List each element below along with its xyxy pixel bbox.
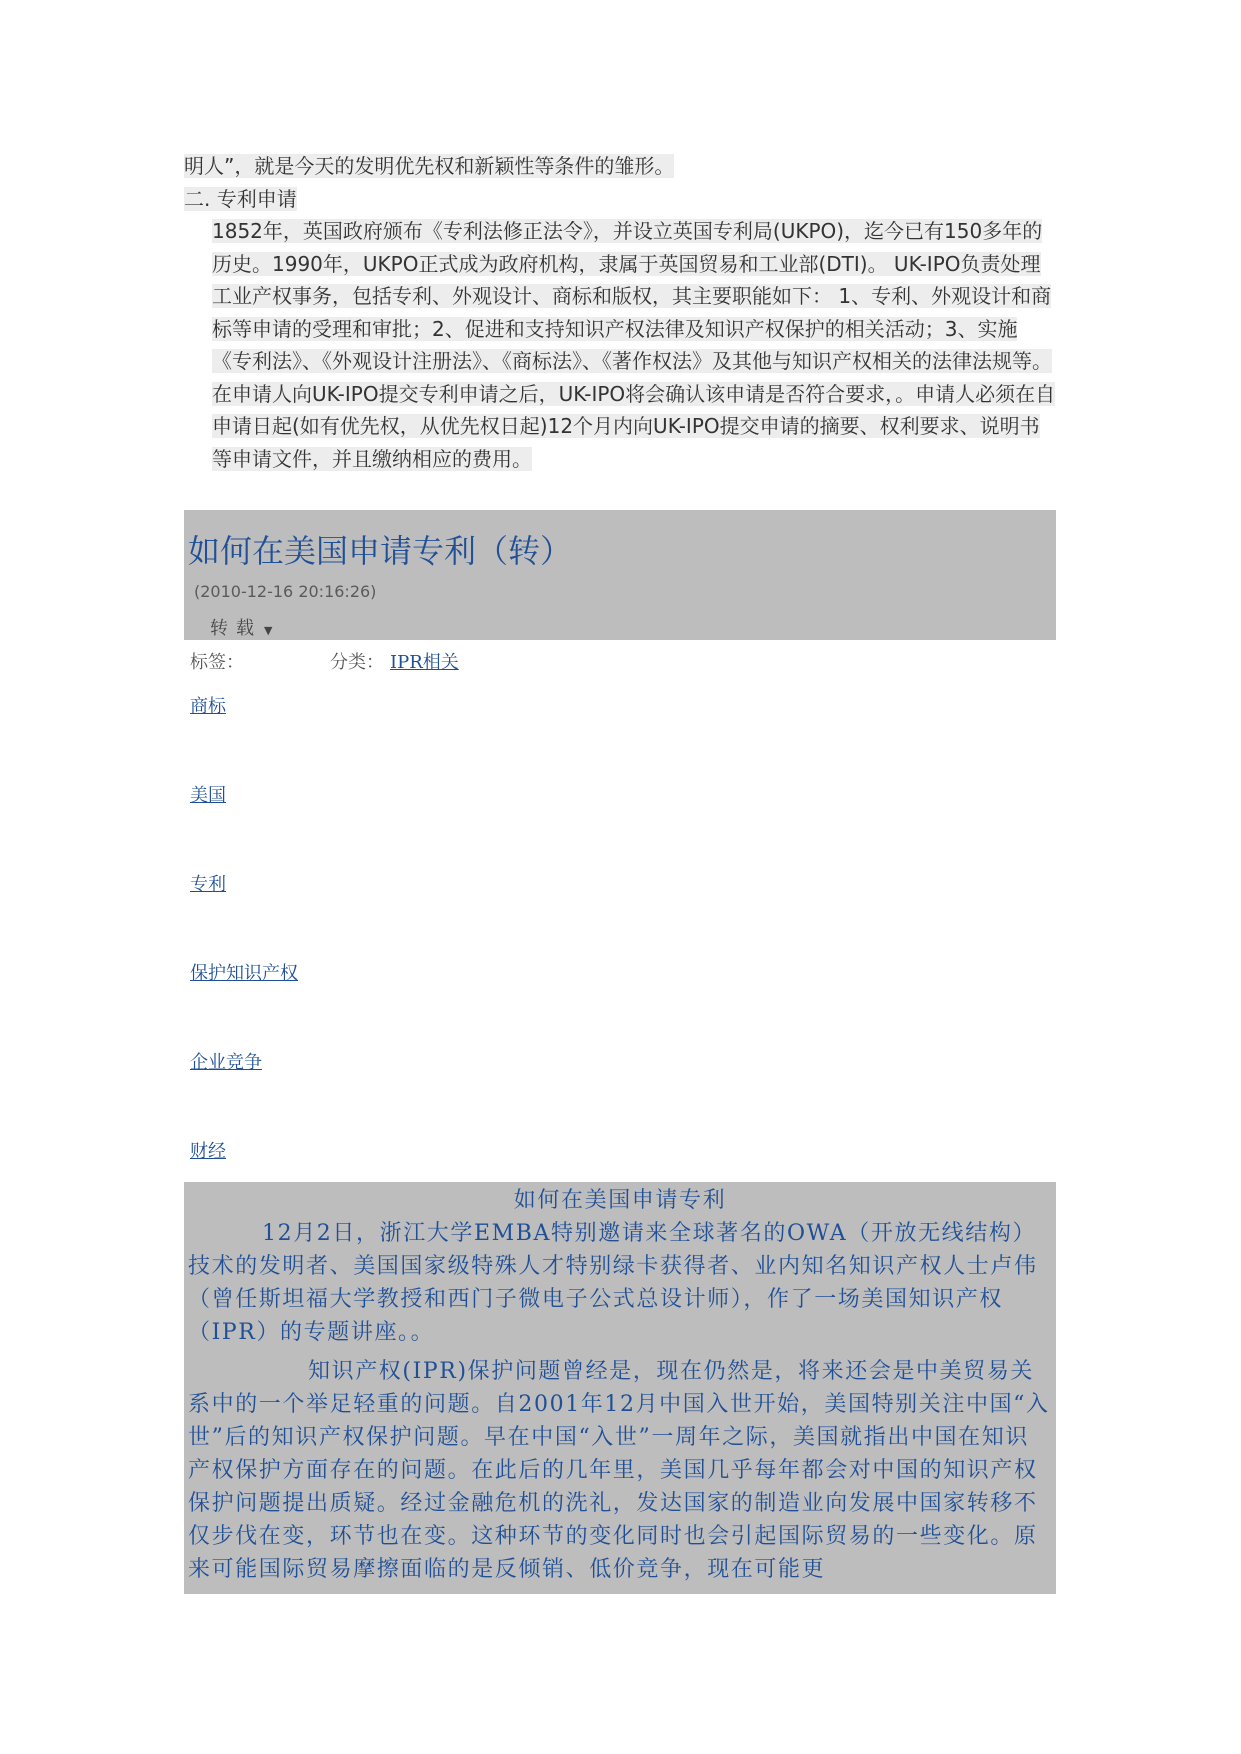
- article-paragraph-2: 知识产权(IPR)保护问题曾经是，现在仍然是，将来还会是中美贸易关系中的一个举足轻重的问题。自2001年12月中国入世开始，美国特别关注中国“入世”后的知识产权保护问题。早在中国“入世”一周年之际，美国就指出中国在知识产权保护方面存在的问题。在此后的几年里，美国几乎每年都会对中国的知识产权保护问题提出质疑。经过金融危机的洗礼，发达国家的制造业向发展中国家转移不仅步伐在变，环节也在变。这种环节的变化同时也会引起国际贸易的一些变化。原来可能国际贸易摩擦面临的是反倾销、低价竞争，现在可能更: [188, 1359, 1050, 1582]
- article-paragraph-1: 12月2日，浙江大学EMBA特别邀请来全球著名的OWA（开放无线结构）技术的发明者、美国国家级特殊人才特别绿卡获得者、业内知名知识产权人士卢伟（曾任斯坦福大学教授和西门子微电子公式总设计师），作了一场美国知识产权（IPR）的专题讲座。。: [188, 1221, 1038, 1345]
- article-title: 如何在美国申请专利: [513, 1188, 727, 1213]
- intro-section: [184, 150, 1056, 475]
- chevron-down-icon: ▼: [264, 624, 273, 637]
- tag-link[interactable]: 专利: [190, 874, 226, 895]
- tag-item: [190, 1048, 262, 1074]
- tag-link[interactable]: 商标: [190, 696, 226, 717]
- repost-dropdown[interactable]: [210, 614, 272, 640]
- intro-line-b: 二. 专利申请: [184, 186, 297, 211]
- tag-link[interactable]: 企业竞争: [190, 1052, 262, 1073]
- tag-link[interactable]: 美国: [190, 785, 226, 806]
- tag-link[interactable]: 保护知识产权: [190, 963, 298, 984]
- tag-item: [190, 781, 226, 807]
- tags-label: 标签：: [190, 652, 244, 673]
- tag-link[interactable]: 财经: [190, 1141, 226, 1162]
- post-date: (2010-12-16 20:16:26): [194, 582, 377, 601]
- category-link[interactable]: IPR相关: [390, 652, 459, 673]
- tag-item: [190, 870, 226, 896]
- intro-paragraph: 1852年，英国政府颁布《专利法修正法令》，并设立英国专利局(UKPO)，迄今已有150多年的历史。1990年，UKPO正式成为政府机构，隶属于英国贸易和工业部(DTI)。 UK-IPO负责处理工业产权事务，包括专利、外观设计、商标和版权，其主要职能如下： 1、专利、外观设计和商标等申请的受理和审批；2、促进和支持知识产权法律及知识产权保护的相关活动；3、实施《专利法》、《外观设计注册法》、《商标法》、《著作权法》及其他与知识产权相关的法律法规等。在申请人向UK-IPO提交专利申请之后，UK-IPO将会确认该申请是否符合要求，。申请人必须在自申请日起(如有优先权，从优先权日起)12个月内向UK-IPO提交申请的摘要、权利要求、说明书等申请文件，并且缴纳相应的费用。: [212, 219, 1056, 471]
- intro-line-a: 明人”，就是今天的发明优先权和新颖性等条件的雏形。: [184, 154, 675, 178]
- category-label: 分类：: [330, 652, 384, 673]
- post-title[interactable]: 如何在美国申请专利（转）: [188, 532, 573, 570]
- post-header: [184, 510, 1056, 640]
- article-body: [184, 1182, 1056, 1594]
- repost-label: 转载: [210, 618, 262, 639]
- tag-item: [190, 959, 298, 985]
- tag-item: [190, 692, 226, 718]
- tag-item: [190, 1137, 226, 1163]
- post-meta: [190, 648, 459, 674]
